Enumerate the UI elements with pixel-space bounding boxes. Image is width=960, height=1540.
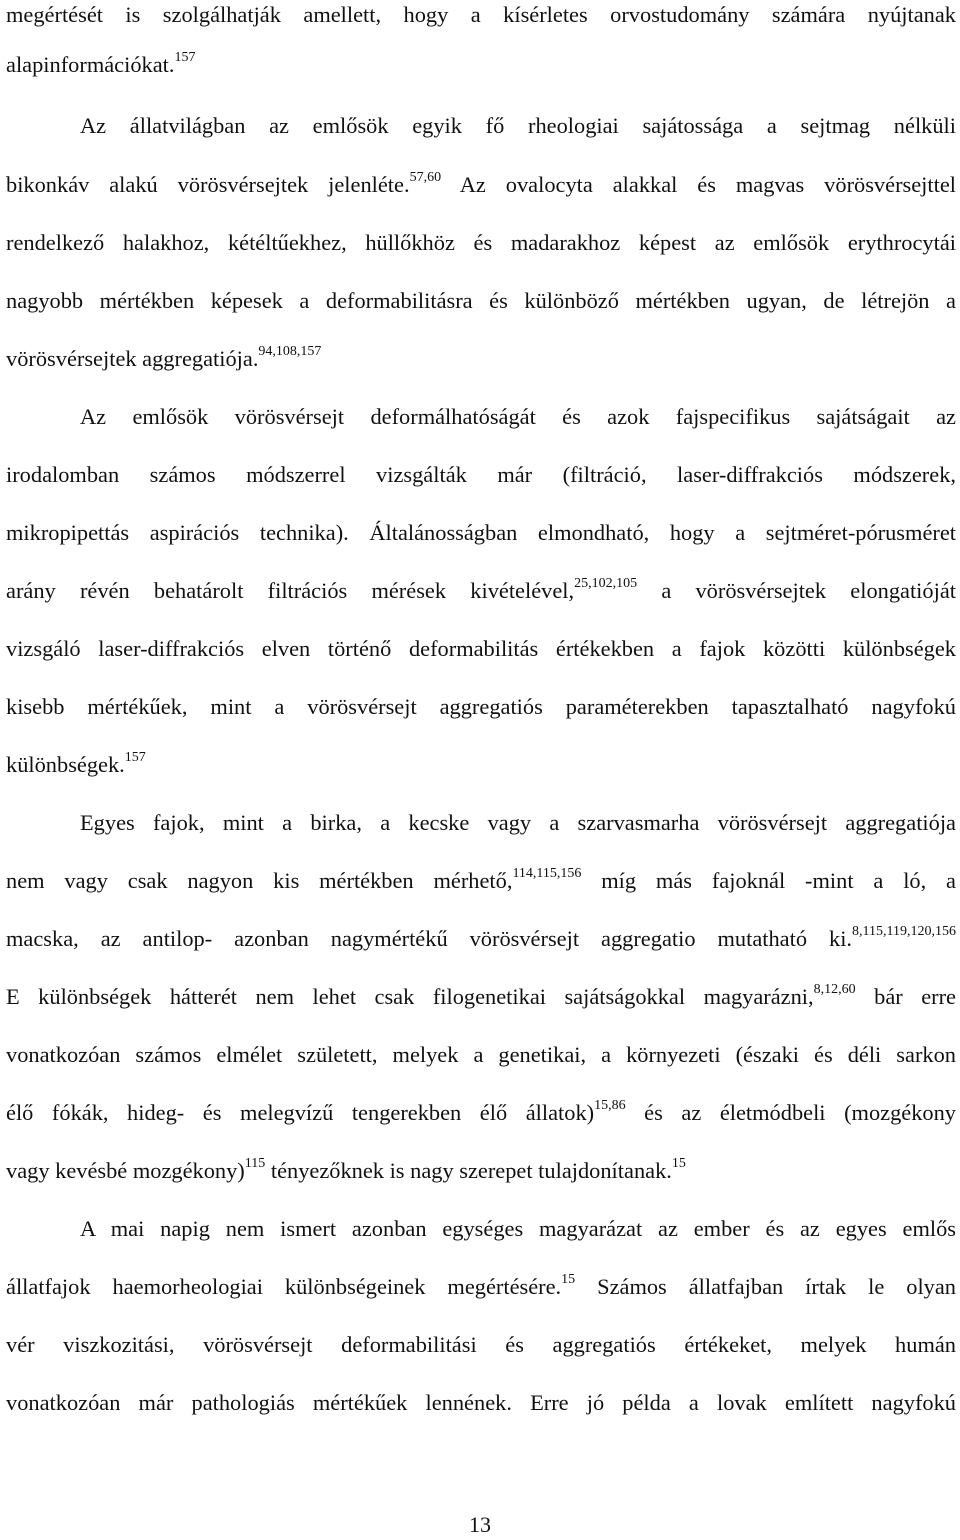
text-line: alapinformációkat.$^{157}$ — [6, 50, 196, 77]
text-line: A mai napig nem ismert azonban egységes magyarázat az ember és az egyes emlős — [80, 1216, 956, 1241]
text-line: élő fókák, hideg- és melegvízű tengerekben élő állatok)$^{15,86}$ és az életmódbeli (mozgékony — [6, 1098, 956, 1125]
text-line: Az emlősök vörösvérsejt deformálhatóságát és azok fajspecifikus sajátságait az — [80, 404, 956, 429]
citation: 15 — [671, 1156, 686, 1171]
page-number: 13 — [469, 1512, 491, 1537]
text-line: rendelkező halakhoz, kétéltűekhez, hüllőkhöz és madarakhoz képest az emlősök erythrocytái — [6, 230, 956, 255]
text-line: Az állatvilágban az emlősök egyik fő rheologiai sajátossága a sejtmag nélküli — [80, 113, 956, 138]
text-line: nagyobb mértékben képesek a deformabilitásra és különböző mértékben ugyan, de létrejön a — [6, 288, 956, 313]
text-line: állatfajok haemorheologiai különbségeinek megértésére.$^{15}$ Számos állatfajban írtak le olyan — [6, 1272, 957, 1299]
citation: 114,115,156 — [512, 866, 582, 881]
text-line: vörösvérsejtek aggregatiója.$^{94,108,157}$ — [6, 344, 322, 371]
text-line: bikonkáv alakú vörösvérsejtek jelenléte.$^{57,60}$ Az ovalocyta alakkal és magvas vörösvérsejttel — [6, 170, 956, 197]
citation: 8,12,60 — [813, 982, 856, 997]
text-line: arány révén behatárolt filtrációs mérések kivételével,$^{25,102,105}$ a vörösvérsejtek elongatióját — [6, 576, 956, 603]
citation: 94,108,157 — [258, 344, 322, 359]
text-line: kisebb mértékűek, mint a vörösvérsejt aggregatiós paraméterekben tapasztalható nagyfokú — [6, 694, 956, 719]
text-line: különbségek.$^{157}$ — [6, 750, 146, 777]
citation: 25,102,105 — [574, 576, 638, 591]
text-line: vonatkozóan már pathologiás mértékűek lennének. Erre jó példa a lovak említett nagyfokú — [6, 1390, 956, 1415]
text-line: megértését is szolgálhatják amellett, hogy a kísérletes orvostudomány számára nyújtanak — [6, 2, 956, 27]
citation: 115 — [244, 1156, 266, 1171]
text-line: vér viszkozitási, vörösvérsejt deformabilitási és aggregatiós értékeket, melyek humán — [6, 1332, 956, 1357]
text-line: vonatkozóan számos elmélet született, melyek a genetikai, a környezeti (északi és déli sarkon — [6, 1042, 956, 1067]
text-line: irodalomban számos módszerrel vizsgálták már (filtráció, laser-diffrakciós módszerek, — [6, 462, 956, 487]
citation: 57,60 — [409, 170, 442, 185]
text-line: vizsgáló laser-diffrakciós elven történő deformabilitás értékekben a fajok közötti különbségek — [6, 636, 956, 661]
citation: 157 — [124, 750, 146, 765]
citation: 157 — [174, 50, 196, 65]
text-line: mikropipettás aspirációs technika). Általánosságban elmondható, hogy a sejtméret-pórusméret — [6, 520, 956, 545]
text-line: Egyes fajok, mint a birka, a kecske vagy a szarvasmarha vörösvérsejt aggregatiója — [80, 810, 956, 835]
text-line: macska, az antilop- azonban nagymértékű vörösvérsejt aggregatio mutatható ki.$^{8,115,119,120,156}$ — [6, 924, 956, 951]
citation: 15,86 — [594, 1098, 626, 1113]
text-line: nem vagy csak nagyon kis mértékben mérhető,$^{114,115,156}$ míg más fajoknál -mint a ló, a — [6, 866, 956, 893]
text-line: E különbségek hátterét nem lehet csak filogenetikai sajátságokkal magyarázni,$^{8,12,60}$ bár erre — [6, 982, 956, 1009]
citation: 8,115,119,120,156 — [852, 924, 956, 939]
citation: 15 — [561, 1272, 576, 1287]
text-line: vagy kevésbé mozgékony)$^{115}$ tényezőknek is nagy szerepet tulajdonítanak.$^{15}$ — [6, 1156, 686, 1183]
